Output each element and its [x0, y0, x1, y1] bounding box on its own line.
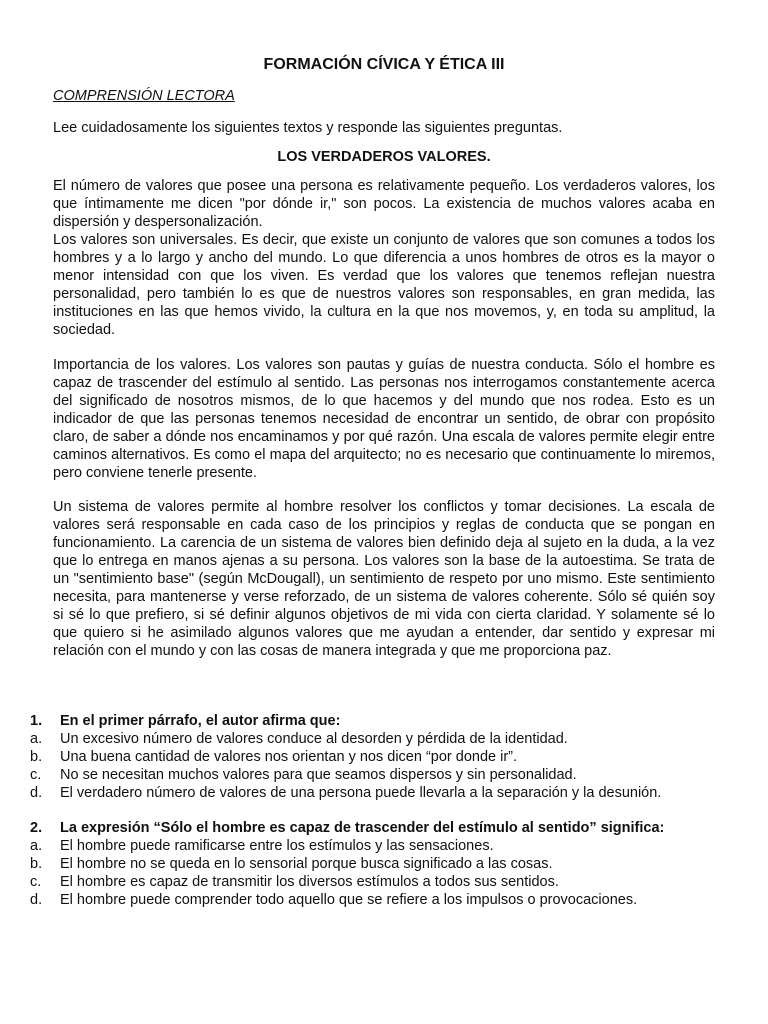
answer-option	[30, 730, 720, 748]
option-letter: a.	[30, 838, 43, 854]
answer-option	[30, 891, 720, 909]
option-text: El hombre no se queda en lo sensorial porque busca significado a las cosas.	[60, 856, 553, 872]
question-stem: La expresión “Sólo el hombre es capaz de trascender del estímulo al sentido” significa:	[60, 820, 665, 836]
option-text: El hombre es capaz de transmitir los diversos estímulos a todos sus sentidos.	[60, 874, 559, 890]
option-letter: c.	[30, 874, 42, 890]
section-heading: COMPRENSIÓN LECTORA	[53, 88, 235, 104]
reading-title: LOS VERDADEROS VALORES.	[277, 149, 491, 165]
paragraph: El número de valores que posee una persona es relativamente pequeño. Los verdaderos valores, los que íntimamente me dicen "por dónde ir," son pocos. La existencia de muchos valores acaba en dispersión y despersonalización.	[53, 178, 715, 230]
answer-option	[30, 855, 720, 873]
option-letter: a.	[30, 731, 43, 747]
question-number: 2.	[30, 820, 43, 836]
option-text: El verdadero número de valores de una persona puede llevarla a la separación y la desunión.	[60, 785, 662, 801]
option-letter: d.	[30, 892, 43, 908]
answer-option	[30, 748, 720, 766]
option-text: Una buena cantidad de valores nos orientan y nos dicen “por donde ir”.	[60, 749, 518, 765]
option-text: El hombre puede ramificarse entre los estímulos y las sensaciones.	[60, 838, 494, 854]
question-header	[30, 819, 720, 837]
option-text: El hombre puede comprender todo aquello que se refiere a los impulsos o provocaciones.	[60, 892, 638, 908]
option-letter: d.	[30, 785, 43, 801]
option-letter: b.	[30, 856, 43, 872]
question-header	[30, 712, 720, 730]
paragraph: Un sistema de valores permite al hombre resolver los conflictos y tomar decisiones. La escala de valores será responsable en cada caso de los principios y reglas de conducta que se pongan en funcionamiento. La carencia de un sistema de valores bien definido deja al sujeto en la duda, a la vez que lo entrega en manos ajenas a su persona. Los valores son la base de la autoestima. Se trata de un "sentimiento base" (según McDougall), un sentimiento de respeto por uno mismo. Este sentimiento necesita, para mantenerse y verse reforzado, de un sistema de valores coherente. Sólo sé quién soy si sé lo que prefiero, si sé definir algunos objetivos de mi vida con cierta claridad. Y solamente sé lo que quiero si he asimilado algunos valores que me ayudan a entender, dar sentido y expresar mi relación con el mundo y con las cosas de manera integrada y que me proporciona paz.	[53, 499, 715, 659]
paragraph: Los valores son universales. Es decir, que existe un conjunto de valores que son comunes a todos los hombres y a lo largo y ancho del mundo. Lo que diferencia a unos hombres de otros es la mayor o menor intensidad con que los viven. Es verdad que los valores que tenemos reflejan nuestra personalidad, pero también lo es que de nuestros valores son responsables, en gran medida, las instituciones en las que hemos vivido, la cultura en la que nos movemos, y, en toda su amplitud, la sociedad.	[53, 232, 715, 338]
question-1	[30, 712, 720, 802]
question-2	[30, 819, 720, 909]
option-letter: b.	[30, 749, 43, 765]
answer-option	[30, 784, 720, 802]
answer-option	[30, 766, 720, 784]
option-text: No se necesitan muchos valores para que seamos dispersos y sin personalidad.	[60, 767, 577, 783]
question-number: 1.	[30, 713, 43, 729]
paragraph: Importancia de los valores. Los valores son pautas y guías de nuestra conducta. Sólo el hombre es capaz de trascender del estímulo al sentido. Las personas nos interrogamos constantemente acerca del significado de nosotros mismos, de lo que hacemos y del mundo que nos rodea. Esto es un indicador de que las personas tenemos necesidad de encontrar un sentido, de obrar con propósito claro, de saber a dónde nos encaminamos y por qué razón. Una escala de valores permite elegir entre caminos alternativos. Es como el mapa del arquitecto; no es necesario que continuamente lo miremos, pero conviene tenerle presente.	[53, 357, 715, 481]
question-stem: En el primer párrafo, el autor afirma que:	[60, 713, 341, 729]
instructions-text: Lee cuidadosamente los siguientes textos y responde las siguientes preguntas.	[53, 120, 563, 136]
answer-option	[30, 873, 720, 891]
document-title: FORMACIÓN CÍVICA Y ÉTICA III	[263, 56, 505, 73]
option-letter: c.	[30, 767, 42, 783]
answer-option	[30, 837, 720, 855]
option-text: Un excesivo número de valores conduce al desorden y pérdida de la identidad.	[60, 731, 568, 747]
